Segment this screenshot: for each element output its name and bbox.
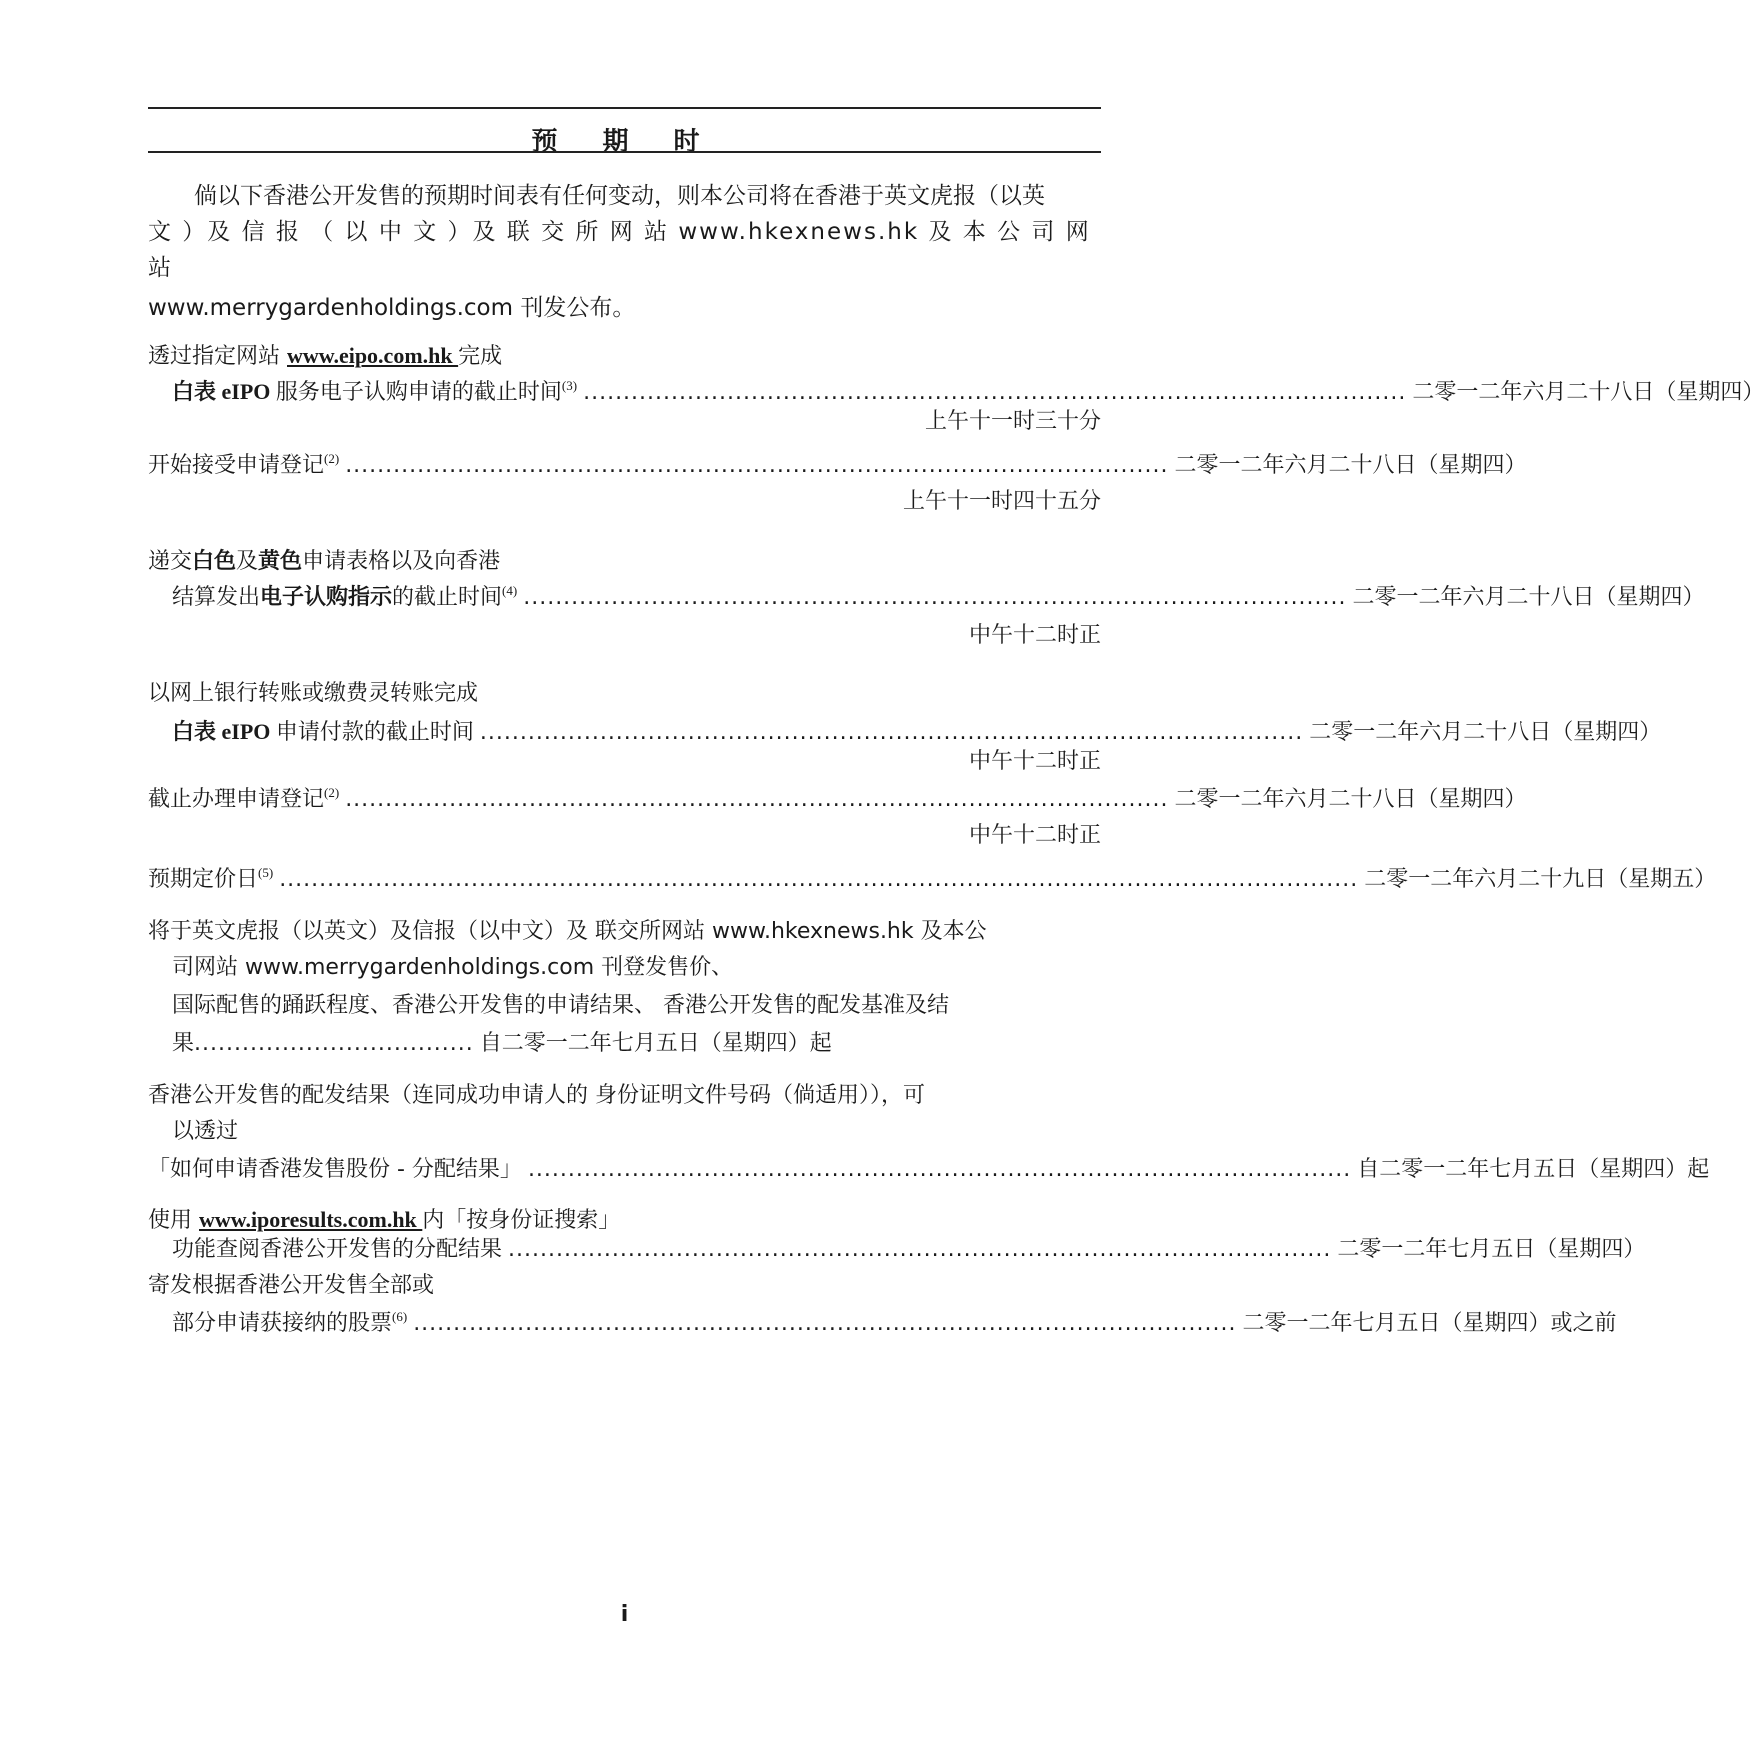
leader-dots: ....................................................................................................... <box>413 1311 1237 1336</box>
eipo-heading-pre: 透过指定网站 <box>148 344 287 369</box>
payment-deadline-row <box>172 716 1662 749</box>
electronic-instruction-label: 电子认购指示 <box>260 585 393 610</box>
registration-close-text: 截止办理申请登记 <box>148 787 325 812</box>
submission-deadline-label <box>172 582 517 614</box>
announcement-line-3: 国际配售的踊跃程度、香港公开发售的申请结果、 香港公开发售的配发基准及结 <box>172 993 949 1018</box>
iporesults-website-link[interactable]: www.iporesults.com.hk <box>199 1207 423 1232</box>
footnote-ref: (6) <box>392 1309 408 1324</box>
submission-text-e: 申请表格以及向香港 <box>302 549 501 574</box>
submission-text-c: 及 <box>236 549 259 574</box>
intro-line-2: 文 ）及 信 报 （ 以 中 文 ）及 联 交 所 网 站 www.hkexnews.hk 及 本 公 司 网 <box>148 219 1091 245</box>
announcement-line-4 <box>172 1028 1101 1060</box>
id-search-pre: 使用 <box>148 1208 199 1233</box>
registration-open-date: 二零一二年六月二十八日（星期四） <box>1174 453 1527 478</box>
footnote-ref: (5) <box>258 865 274 880</box>
allocation-results-date: 自二零一二年七月五日（星期四）起 <box>1357 1157 1710 1182</box>
submission-text-g: 的截止时间 <box>392 585 503 610</box>
intro-line-3: 站 <box>148 255 171 281</box>
eipo-label: eIPO <box>216 719 276 744</box>
leader-dots: ....................................................................................................................................... <box>279 867 1359 892</box>
payment-deadline-date: 二零一二年六月二十八日（星期四） <box>1309 720 1662 745</box>
id-search-label: 功能查阅香港公开发售的分配结果 <box>172 1237 503 1262</box>
dispatch-line-1: 寄发根据香港公开发售全部或 <box>148 1273 435 1298</box>
id-search-row <box>172 1234 1646 1266</box>
price-determination-label <box>148 864 273 896</box>
id-search-post: 内「按身份证搜索」 <box>422 1208 621 1233</box>
registration-open-label <box>148 450 339 482</box>
eipo-deadline-date: 二零一二年六月二十八日（星期四） <box>1412 380 1764 405</box>
registration-close-label <box>148 784 339 816</box>
leader-dots: ....................................................................................................... <box>508 1237 1332 1262</box>
submission-deadline-time: 中午十二时正 <box>968 623 1101 648</box>
allocation-results-line-1: 香港公开发售的配发结果（连同成功申请人的 身份证明文件号码（倘适用）），可 <box>148 1083 925 1108</box>
eipo-deadline-text: 服务电子认购申请的截止时间 <box>275 380 562 405</box>
eipo-heading <box>148 340 1101 373</box>
registration-close-time: 中午十二时正 <box>968 823 1101 848</box>
intro-line-1-text: 倘以下香港公开发售的预期时间表有任何变动，则本公司将在香港于英文虎报（以英 <box>194 183 1045 209</box>
submission-deadline-date: 二零一二年六月二十八日（星期四） <box>1352 585 1705 610</box>
leader-dots: ....................................................................................................... <box>523 585 1347 610</box>
dispatch-text: 部分申请获接纳的股票 <box>172 1311 393 1336</box>
leader-dots: ....................................................................................................... <box>527 1157 1352 1182</box>
price-determination-text: 预期定价日 <box>148 867 259 892</box>
allocation-results-line-2: 以透过 <box>172 1119 239 1144</box>
submission-heading <box>148 546 1101 578</box>
registration-close-date: 二零一二年六月二十八日（星期四） <box>1174 787 1527 812</box>
registration-open-row <box>148 450 1527 482</box>
intro-line-4: www.merrygardenholdings.com 刊发公布。 <box>148 295 636 321</box>
allocation-results-label: 「如何申请香港发售股份 - 分配结果」 <box>148 1157 522 1182</box>
leader-dots: ................................... <box>194 1031 474 1056</box>
page-number: i <box>620 1602 629 1627</box>
announcement-line-2: 司网站 www.merrygardenholdings.com 刊登发售价、 <box>172 955 734 980</box>
payment-heading: 以网上银行转账或缴费灵转账完成 <box>148 681 479 706</box>
payment-deadline-label <box>172 716 474 749</box>
header-top-rule <box>148 107 1101 109</box>
dispatch-row <box>172 1308 1617 1340</box>
price-determination-date: 二零一二年六月二十九日（星期五） <box>1364 867 1717 892</box>
registration-open-text: 开始接受申请登记 <box>148 453 325 478</box>
eipo-heading-post: 完成 <box>458 344 503 369</box>
allocation-results-row <box>148 1154 1710 1186</box>
payment-deadline-time: 中午十二时正 <box>968 749 1101 774</box>
footnote-ref: (2) <box>324 451 340 466</box>
eipo-deadline-time: 上午十一时三十分 <box>924 409 1101 434</box>
white-form-label: 白表 <box>172 380 217 405</box>
leader-dots: ....................................................................................................... <box>583 380 1407 405</box>
leader-dots: ....................................................................................................... <box>345 787 1169 812</box>
footnote-ref: (3) <box>561 378 578 393</box>
announcement-line-4-text: 果 <box>172 1031 195 1056</box>
dispatch-date: 二零一二年七月五日（星期四）或之前 <box>1242 1311 1617 1336</box>
header-bottom-rule <box>148 151 1101 153</box>
eipo-deadline-row <box>172 376 1764 409</box>
submission-deadline-row <box>172 582 1705 614</box>
eipo-deadline-label <box>172 376 577 409</box>
leader-dots: ....................................................................................................... <box>479 720 1304 745</box>
white-form-label: 白表 <box>172 720 217 745</box>
price-determination-row <box>148 864 1717 896</box>
leader-dots: ....................................................................................................... <box>345 453 1169 478</box>
intro-line-1 <box>148 178 1101 214</box>
yellow-form-label: 黄色 <box>258 549 303 574</box>
id-search-heading <box>148 1204 1101 1237</box>
submission-text-a: 递交 <box>148 549 193 574</box>
intro-paragraph <box>148 178 1101 326</box>
footnote-ref: (2) <box>324 785 340 800</box>
registration-close-row <box>148 784 1527 816</box>
footnote-ref: (4) <box>502 583 518 598</box>
dispatch-label <box>172 1308 407 1340</box>
submission-text-f: 结算发出 <box>172 585 261 610</box>
page-header-title: 预 期 时 <box>531 127 718 157</box>
id-search-date: 二零一二年七月五日（星期四） <box>1337 1237 1646 1262</box>
announcement-date: 自二零一二年七月五日（星期四）起 <box>479 1031 832 1056</box>
announcement-line-1: 将于英文虎报（以英文）及信报（以中文）及 联交所网站 www.hkexnews.hk 及本公 <box>148 919 987 944</box>
payment-deadline-text: 申请付款的截止时间 <box>275 720 474 745</box>
white-form-label: 白色 <box>192 549 237 574</box>
eipo-website-link[interactable]: www.eipo.com.hk <box>287 343 459 368</box>
registration-open-time: 上午十一时四十五分 <box>902 489 1101 514</box>
document-page <box>148 0 1764 1754</box>
eipo-label: eIPO <box>216 379 276 404</box>
